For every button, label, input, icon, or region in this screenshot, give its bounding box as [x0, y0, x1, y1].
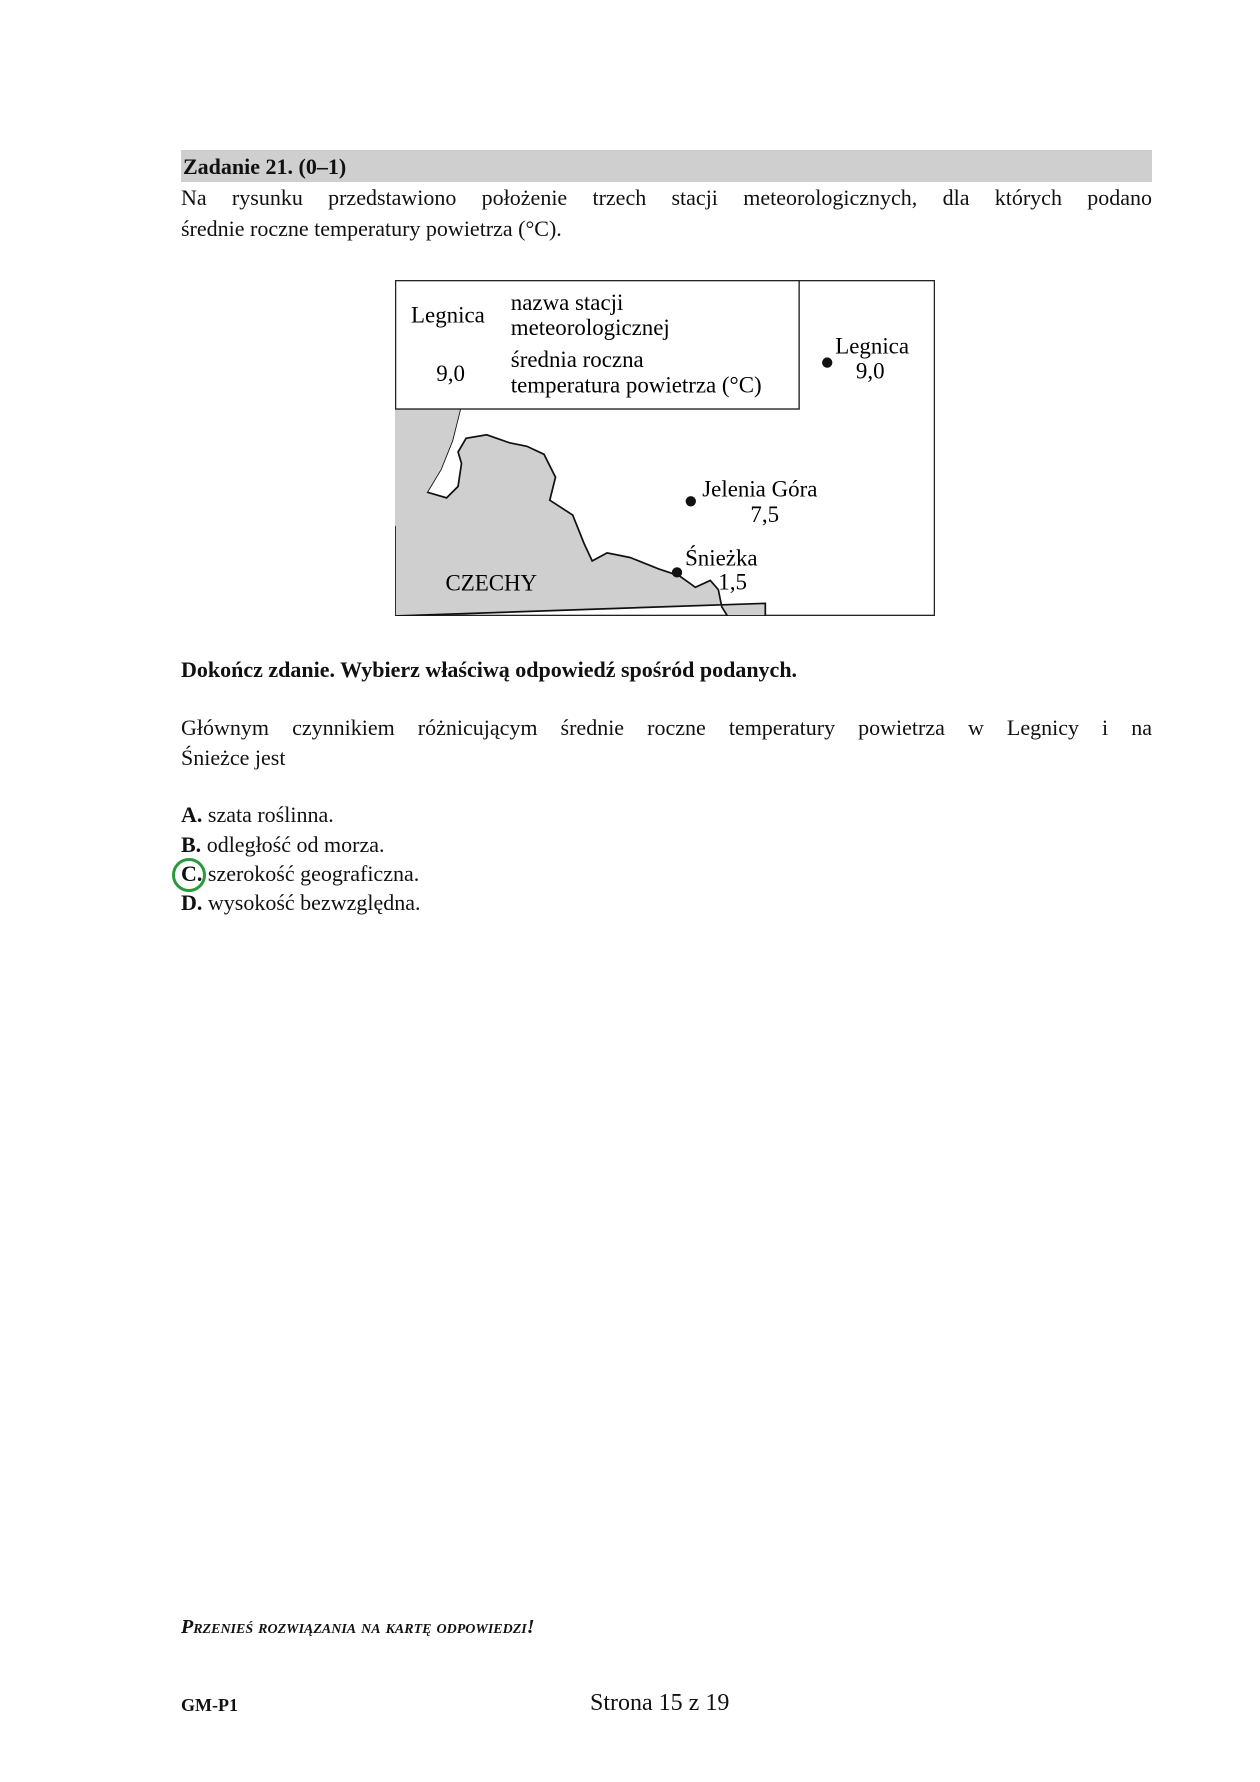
region-label: CZECHY [445, 570, 538, 596]
station-value: 7,5 [750, 501, 780, 527]
task-header [181, 150, 1152, 182]
option-text: szata roślinna. [202, 802, 334, 827]
legend-value-desc-2: temperatura powietrza (°C) [510, 372, 762, 398]
legend-sample-value: 9,0 [436, 360, 465, 386]
option-text: szerokość geograficzna. [202, 861, 420, 886]
station-map [395, 280, 935, 616]
option-letter: A. [181, 802, 203, 827]
option-letter: D. [181, 890, 203, 915]
footer-note: Przenieś rozwiązania na kartę odpowiedzi! [181, 1616, 535, 1638]
exam-code: GM-P1 [181, 1695, 238, 1715]
legend-value-desc: średnia roczna [510, 347, 644, 373]
station-value: 1,5 [718, 569, 747, 595]
task-intro-line-2: średnie roczne temperatury powietrza (°C). [181, 216, 562, 241]
legend-sample-name: Legnica [411, 302, 485, 328]
station-dot-legnica [822, 357, 832, 367]
option-letter: B. [181, 832, 202, 857]
station-name: Śnieżka [685, 545, 758, 571]
option-b[interactable] [181, 832, 384, 858]
station-name: Legnica [835, 333, 910, 359]
option-text: odległość od morza. [201, 832, 385, 857]
instruction: Dokończ zdanie. Wybierz właściwą odpowiedź spośród podanych. [181, 657, 798, 682]
station-name: Jelenia Góra [702, 476, 818, 502]
page-number: Strona 15 z 19 [590, 1690, 730, 1716]
answer-mark-circle [172, 858, 206, 892]
option-a[interactable] [181, 802, 334, 828]
task-title: Zadanie 21. (0–1) [183, 154, 347, 179]
task-intro-line-1: Na rysunku przedstawiono położenie trzech stacji meteorologicznych, dla których podano [181, 185, 1152, 210]
station-dot-jelenia-gora [686, 496, 696, 506]
legend-name-desc-2: meteorologicznej [510, 315, 670, 341]
option-letter: C. [181, 861, 203, 886]
option-d[interactable] [181, 890, 421, 916]
option-text: wysokość bezwzględna. [202, 890, 421, 915]
station-dot-sniezka [672, 567, 682, 577]
question-line-2: Śnieżce jest [181, 745, 286, 770]
station-value: 9,0 [855, 358, 885, 384]
legend-name-desc: nazwa stacji [510, 289, 624, 315]
option-c[interactable] [181, 861, 419, 887]
question-line-1: Głównym czynnikiem różnicującym średnie roczne temperatury powietrza w Legnicy i na [181, 715, 1152, 740]
